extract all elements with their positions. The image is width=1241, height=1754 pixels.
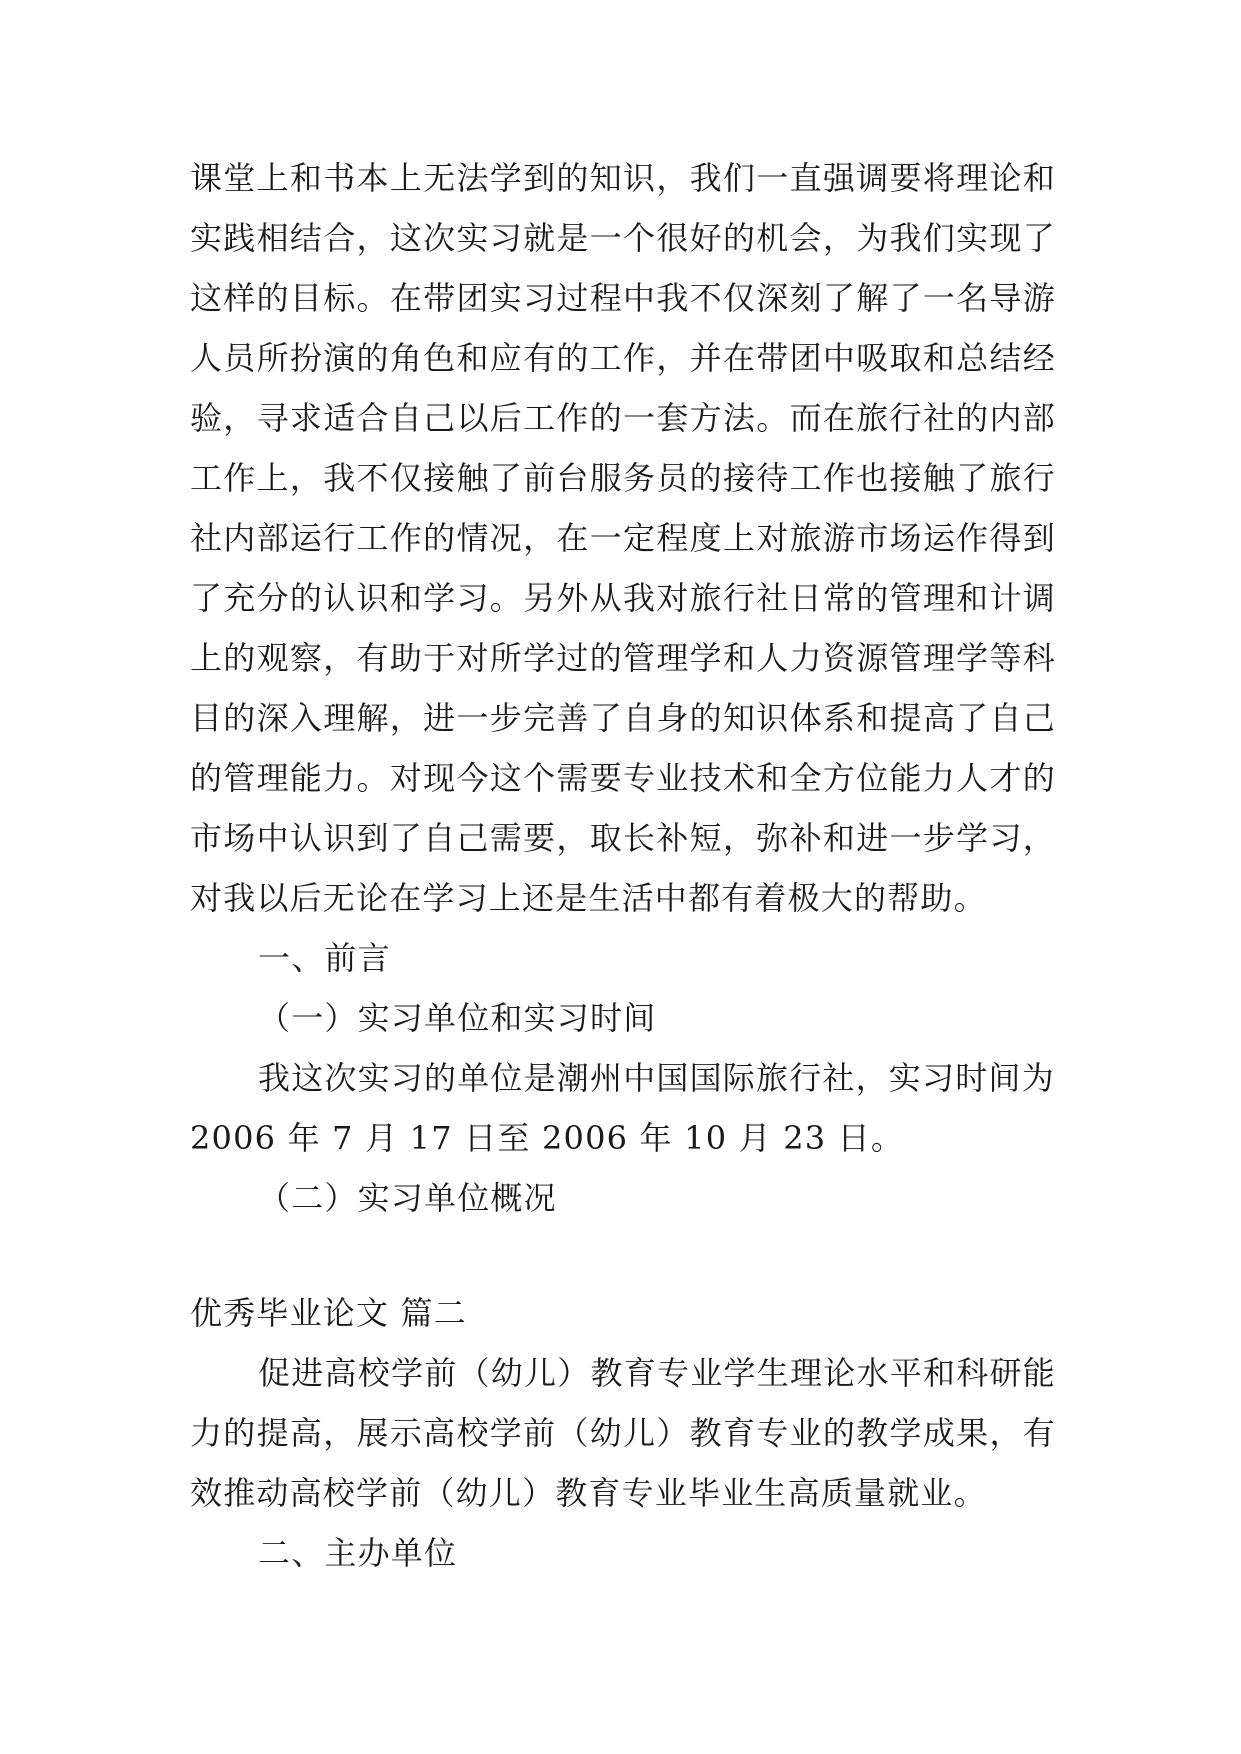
heading-organizer: 二、主办单位	[258, 1534, 458, 1572]
heading-preface: 一、前言	[258, 939, 391, 977]
paragraph-line: 实践相结合，这次实习就是一个很好的机会，为我们实现了	[190, 219, 1056, 257]
paragraph-line: 力的提高，展示高校学前（幼儿）教育专业的教学成果，有	[190, 1414, 1056, 1452]
paragraph-line: 验，寻求适合自己以后工作的一套方法。而在旅行社的内部	[190, 399, 1056, 437]
subheading-unit-overview: （二）实习单位概况	[258, 1179, 557, 1217]
paragraph-line: 促进高校学前（幼儿）教育专业学生理论水平和科研能	[258, 1354, 1056, 1392]
paragraph-line: 目的深入理解，进一步完善了自身的知识体系和提高了自己	[190, 699, 1056, 737]
subheading-unit-time: （一）实习单位和实习时间	[258, 999, 657, 1037]
paragraph-line: 课堂上和书本上无法学到的知识，我们一直强调要将理论和	[190, 159, 1056, 197]
paragraph-line: 上的观察，有助于对所学过的管理学和人力资源管理学等科	[190, 639, 1056, 677]
paragraph-line: 市场中认识到了自己需要，取长补短，弥补和进一步学习，	[190, 819, 1056, 857]
paragraph-line: 我这次实习的单位是潮州中国国际旅行社，实习时间为	[258, 1059, 1055, 1097]
paragraph-line: 社内部运行工作的情况，在一定程度上对旅游市场运作得到	[190, 519, 1056, 557]
paragraph-line: 的管理能力。对现今这个需要专业技术和全方位能力人才的	[190, 759, 1056, 797]
paragraph-line: 对我以后无论在学习上还是生活中都有着极大的帮助。	[190, 879, 987, 917]
section-title: 优秀毕业论文 篇二	[190, 1294, 467, 1332]
paragraph-line: 人员所扮演的角色和应有的工作，并在带团中吸取和总结经	[190, 339, 1056, 377]
paragraph-line: 效推动高校学前（幼儿）教育专业毕业生高质量就业。	[190, 1474, 987, 1512]
paragraph-line: 了充分的认识和学习。另外从我对旅行社日常的管理和计调	[190, 579, 1056, 617]
paragraph-line: 工作上，我不仅接触了前台服务员的接待工作也接触了旅行	[190, 459, 1056, 497]
paragraph-line: 2006 年 7 月 17 日至 2006 年 10 月 23 日。	[190, 1119, 905, 1157]
paragraph-line: 这样的目标。在带团实习过程中我不仅深刻了解了一名导游	[190, 279, 1056, 317]
